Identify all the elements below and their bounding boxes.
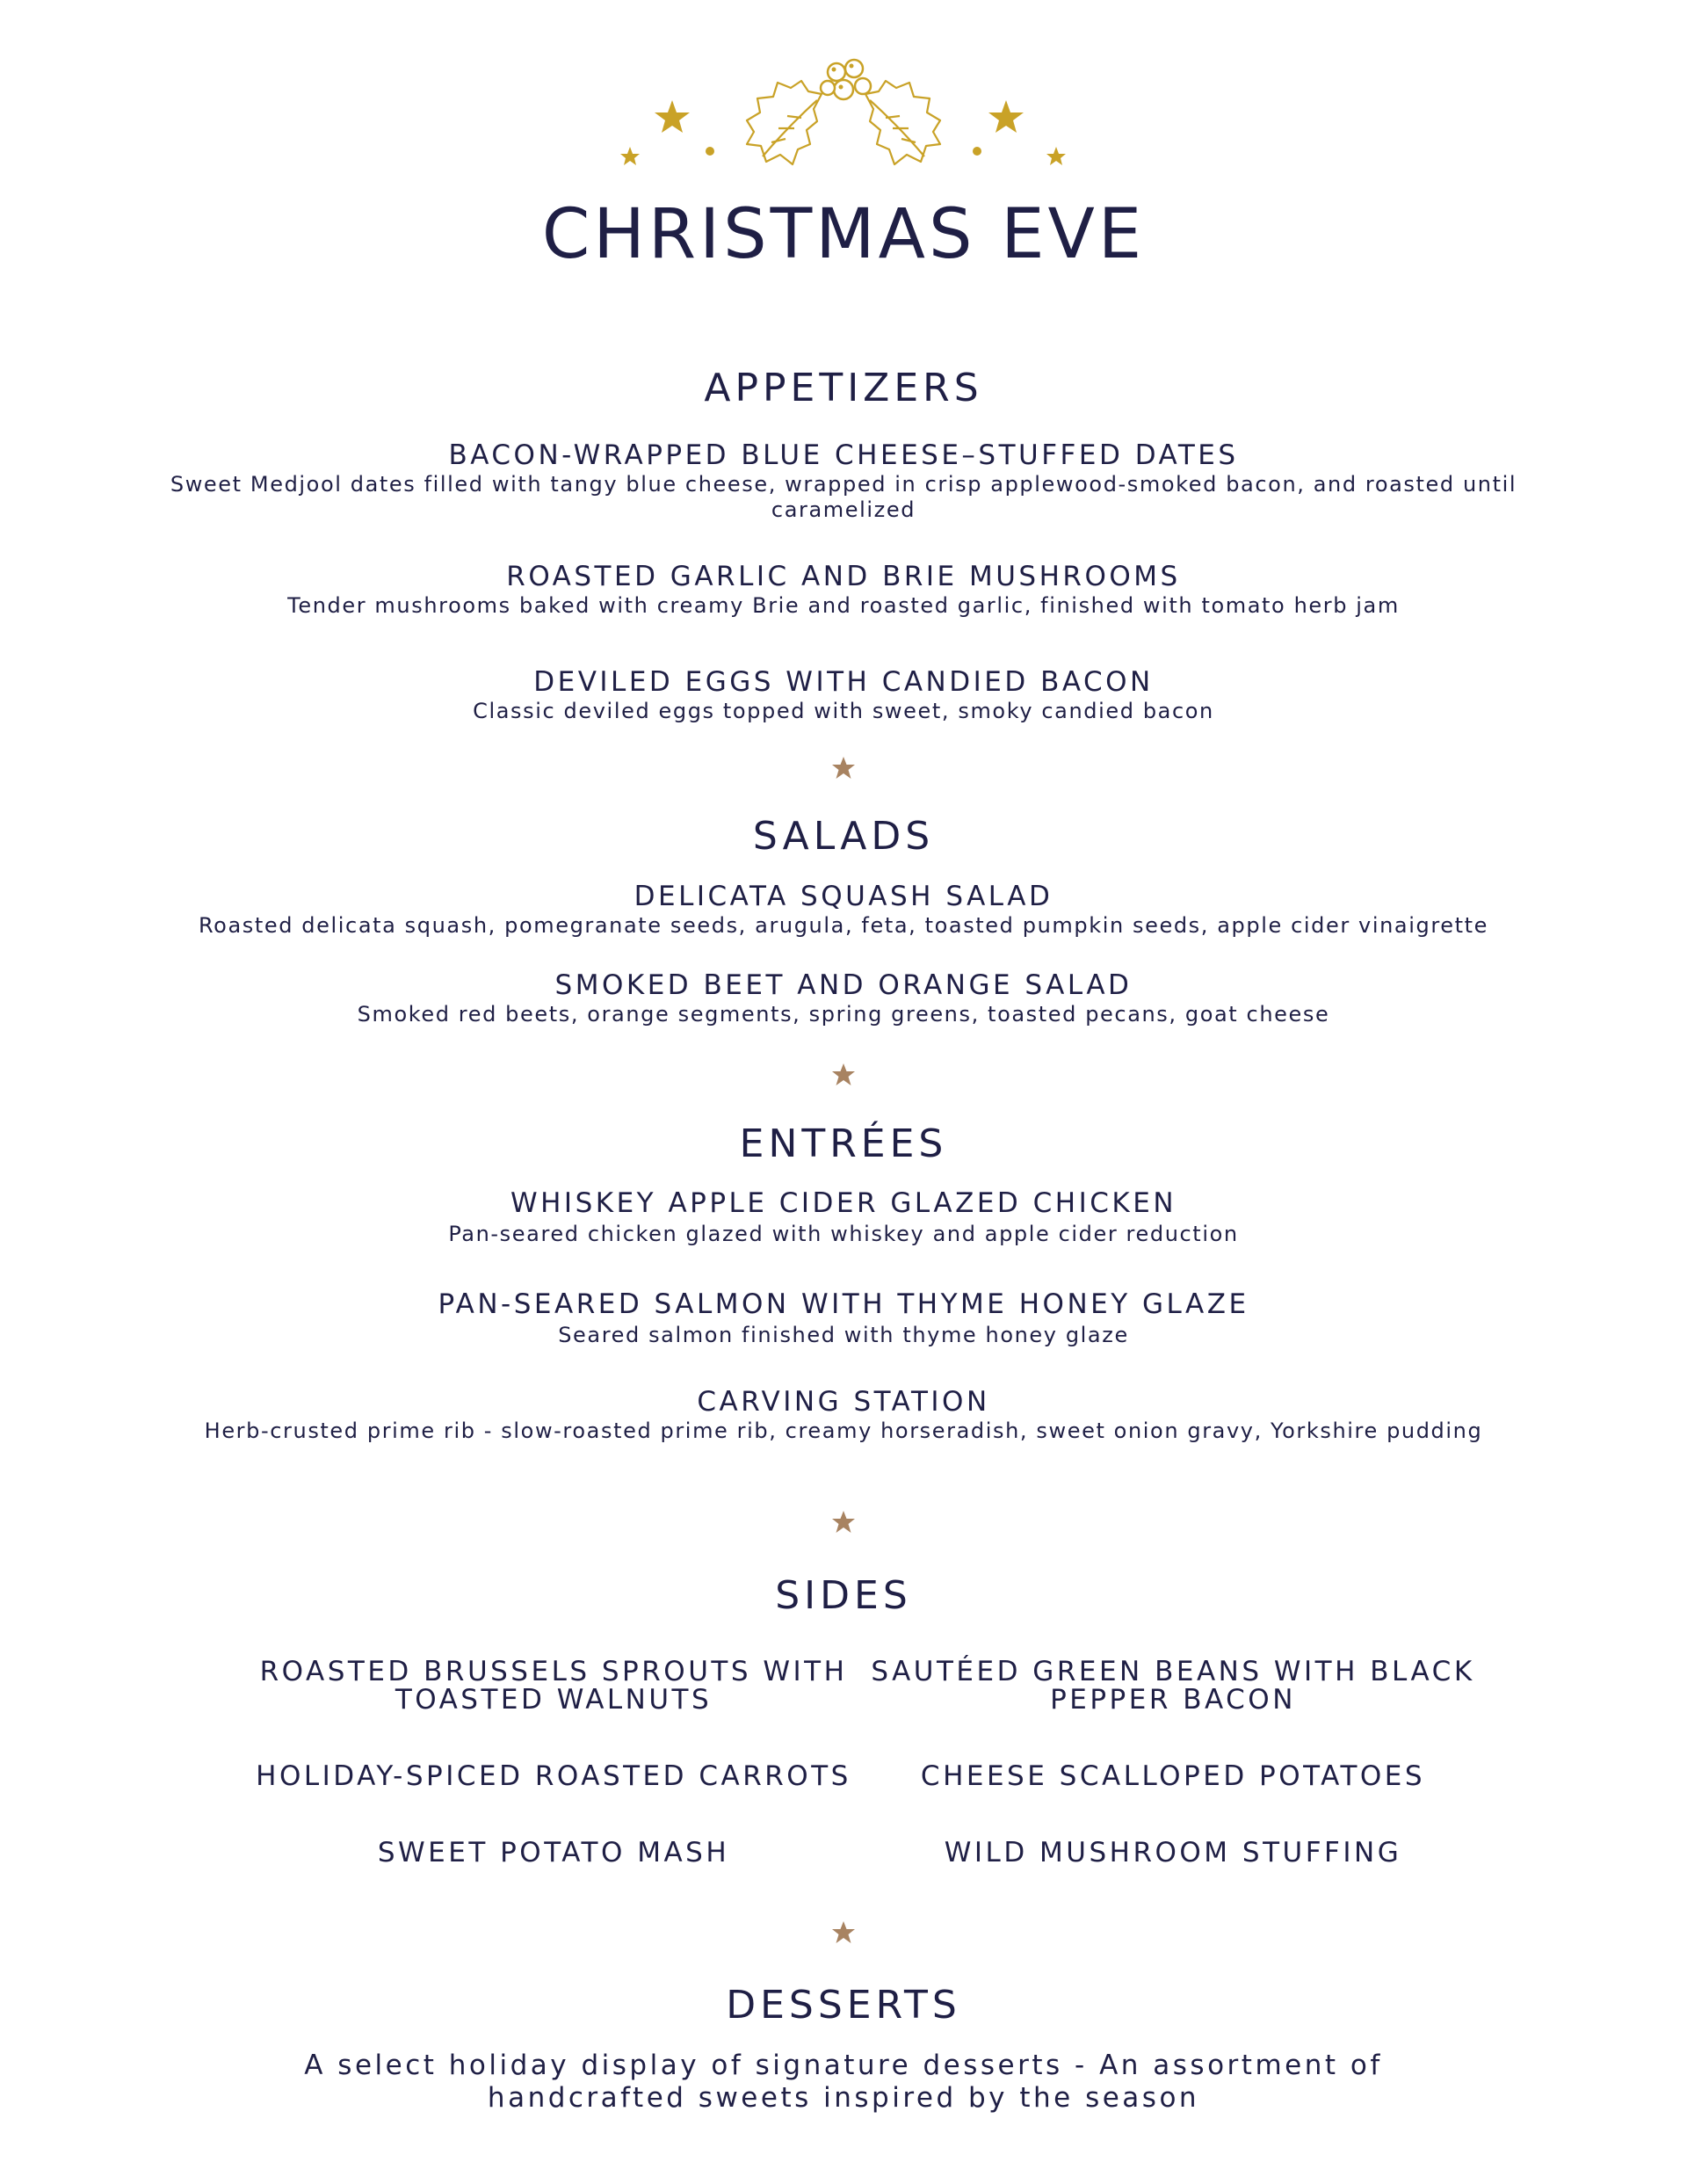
section-title-entrees: ENTRÉES [739,1121,948,1166]
menu-item-description: Pan-seared chicken glazed with whiskey and apple cider reduction [448,1222,1239,1246]
gold-star-icon [620,147,640,165]
holly-ornament-icon [606,46,1081,186]
menu-item-name: BACON-WRAPPED BLUE CHEESE–STUFFED DATES [448,439,1239,471]
star-divider-icon [830,1062,857,1088]
gold-star-icon [1046,147,1066,165]
menu-item-name: WHISKEY APPLE CIDER GLAZED CHICKEN [510,1187,1177,1219]
side-item: SWEET POTATO MASH [377,1837,730,1868]
menu-item-description: Herb-crusted prime rib - slow-roasted prime rib, creamy horseradish, sweet onion gravy, Yorkshire pudding [204,1419,1483,1443]
star-divider-icon [830,1509,857,1535]
desserts-description: A select holiday display of signature desserts - An assortment of handcrafted sweets inspired by the season [304,2050,1383,2114]
page-title: CHRISTMAS EVE [541,195,1146,274]
menu-item-description: Sweet Medjool dates filled with tangy blue cheese, wrapped in crisp applewood-smoked bacon, and roasted until caramelized [170,472,1517,522]
menu-item-name: SMOKED BEET AND ORANGE SALAD [554,969,1133,1001]
section-title-appetizers: APPETIZERS [704,366,983,410]
gold-star-icon [655,100,690,133]
section-title-salads: SALADS [752,814,935,859]
menu-item-name: CARVING STATION [697,1386,990,1418]
gold-star-icon [988,100,1024,133]
star-divider-icon [830,755,857,781]
menu-item-description: Smoked red beets, orange segments, spring greens, toasted pecans, goat cheese [357,1002,1330,1027]
side-item: CHEESE SCALLOPED POTATOES [920,1760,1426,1792]
menu-item-name: DELICATA SQUASH SALAD [634,881,1053,912]
side-item: ROASTED BRUSSELS SPROUTS WITH TOASTED WALNUTS [259,1656,848,1716]
side-item: WILD MUSHROOM STUFFING [944,1837,1402,1868]
menu-item-description: Classic deviled eggs topped with sweet, smoky candied bacon [473,699,1214,723]
menu-item-description: Seared salmon finished with thyme honey glaze [558,1323,1129,1347]
menu-item-name: ROASTED GARLIC AND BRIE MUSHROOMS [506,561,1181,592]
menu-item-description: Tender mushrooms baked with creamy Brie and roasted garlic, finished with tomato herb jam [287,593,1400,618]
side-item: SAUTÉED GREEN BEANS WITH BLACK PEPPER BACON [871,1656,1475,1716]
star-divider-icon [830,1919,857,1946]
menu-item-name: DEVILED EGGS WITH CANDIED BACON [533,666,1154,698]
side-item: HOLIDAY-SPICED ROASTED CARROTS [256,1760,851,1792]
menu-item-name: PAN-SEARED SALMON WITH THYME HONEY GLAZE [438,1288,1249,1320]
menu-item-description: Roasted delicata squash, pomegranate seeds, arugula, feta, toasted pumpkin seeds, apple cider vinaigrette [198,913,1489,938]
section-title-sides: SIDES [775,1573,912,1618]
section-title-desserts: DESSERTS [726,1983,961,2028]
